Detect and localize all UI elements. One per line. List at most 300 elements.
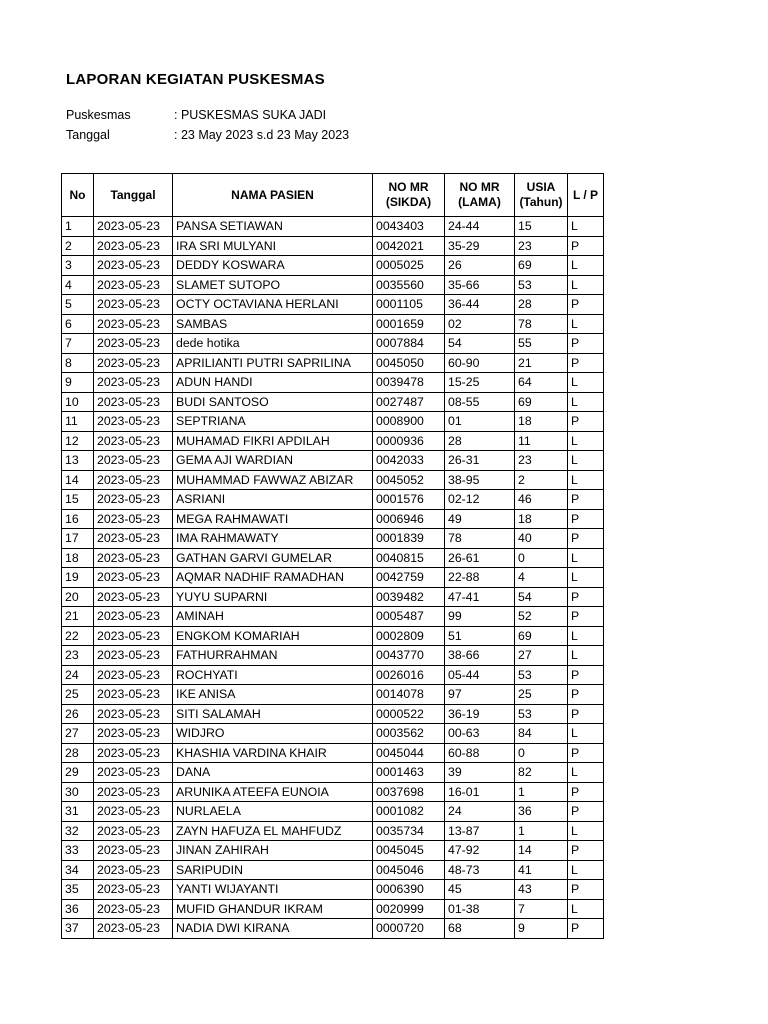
cell-no: 2 bbox=[62, 236, 94, 256]
cell-no-mr-lama: 39 bbox=[445, 763, 515, 783]
cell-lp: P bbox=[568, 919, 604, 939]
header-usia-line2: (Tahun) bbox=[519, 195, 563, 209]
cell-no: 36 bbox=[62, 899, 94, 919]
table-row bbox=[62, 743, 604, 763]
cell-tanggal: 2023-05-23 bbox=[94, 217, 173, 237]
cell-tanggal: 2023-05-23 bbox=[94, 392, 173, 412]
cell-tanggal: 2023-05-23 bbox=[94, 334, 173, 354]
cell-no: 23 bbox=[62, 646, 94, 666]
cell-nama-pasien: APRILIANTI PUTRI SAPRILINA bbox=[173, 353, 373, 373]
cell-lp: P bbox=[568, 782, 604, 802]
table-row bbox=[62, 782, 604, 802]
cell-nama-pasien: MEGA RAHMAWATI bbox=[173, 509, 373, 529]
cell-usia: 41 bbox=[515, 860, 568, 880]
cell-no-mr-sikda: 0039482 bbox=[373, 587, 445, 607]
cell-no-mr-sikda: 0045044 bbox=[373, 743, 445, 763]
cell-tanggal: 2023-05-23 bbox=[94, 568, 173, 588]
cell-no-mr-sikda: 0045046 bbox=[373, 860, 445, 880]
cell-no-mr-sikda: 0027487 bbox=[373, 392, 445, 412]
table-row bbox=[62, 217, 604, 237]
cell-no: 30 bbox=[62, 782, 94, 802]
cell-no: 27 bbox=[62, 724, 94, 744]
cell-no-mr-lama: 35-66 bbox=[445, 275, 515, 295]
cell-usia: 11 bbox=[515, 431, 568, 451]
cell-nama-pasien: YUYU SUPARNI bbox=[173, 587, 373, 607]
report-title: LAPORAN KEGIATAN PUSKESMAS bbox=[66, 71, 325, 88]
cell-no-mr-lama: 97 bbox=[445, 685, 515, 705]
cell-lp: L bbox=[568, 899, 604, 919]
cell-lp: L bbox=[568, 626, 604, 646]
cell-lp: P bbox=[568, 685, 604, 705]
cell-nama-pasien: IRA SRI MULYANI bbox=[173, 236, 373, 256]
cell-no-mr-lama: 36-44 bbox=[445, 295, 515, 315]
cell-usia: 1 bbox=[515, 821, 568, 841]
tanggal-value: : 23 May 2023 s.d 23 May 2023 bbox=[174, 128, 350, 142]
cell-usia: 7 bbox=[515, 899, 568, 919]
cell-no-mr-sikda: 0020999 bbox=[373, 899, 445, 919]
cell-no: 13 bbox=[62, 451, 94, 471]
cell-no-mr-lama: 24-44 bbox=[445, 217, 515, 237]
cell-lp: L bbox=[568, 568, 604, 588]
cell-lp: P bbox=[568, 236, 604, 256]
cell-nama-pasien: AQMAR NADHIF RAMADHAN bbox=[173, 568, 373, 588]
cell-usia: 54 bbox=[515, 587, 568, 607]
cell-nama-pasien: PANSA SETIAWAN bbox=[173, 217, 373, 237]
cell-tanggal: 2023-05-23 bbox=[94, 626, 173, 646]
cell-nama-pasien: ENGKOM KOMARIAH bbox=[173, 626, 373, 646]
cell-nama-pasien: FATHURRAHMAN bbox=[173, 646, 373, 666]
cell-no-mr-sikda: 0000720 bbox=[373, 919, 445, 939]
cell-no-mr-lama: 99 bbox=[445, 607, 515, 627]
cell-usia: 9 bbox=[515, 919, 568, 939]
cell-no: 32 bbox=[62, 821, 94, 841]
cell-lp: P bbox=[568, 704, 604, 724]
cell-nama-pasien: dede hotika bbox=[173, 334, 373, 354]
cell-nama-pasien: IMA RAHMAWATY bbox=[173, 529, 373, 549]
header-no-mr-sikda bbox=[373, 174, 445, 217]
cell-no-mr-sikda: 0045045 bbox=[373, 841, 445, 861]
cell-nama-pasien: SLAMET SUTOPO bbox=[173, 275, 373, 295]
cell-no-mr-sikda: 0001463 bbox=[373, 763, 445, 783]
cell-tanggal: 2023-05-23 bbox=[94, 646, 173, 666]
cell-lp: L bbox=[568, 256, 604, 276]
cell-no: 16 bbox=[62, 509, 94, 529]
table-row bbox=[62, 236, 604, 256]
cell-lp: P bbox=[568, 529, 604, 549]
cell-no-mr-lama: 35-29 bbox=[445, 236, 515, 256]
table-row bbox=[62, 568, 604, 588]
cell-no-mr-lama: 51 bbox=[445, 626, 515, 646]
cell-no-mr-sikda: 0043770 bbox=[373, 646, 445, 666]
cell-nama-pasien: MUFID GHANDUR IKRAM bbox=[173, 899, 373, 919]
cell-no-mr-lama: 02 bbox=[445, 314, 515, 334]
cell-no-mr-lama: 54 bbox=[445, 334, 515, 354]
cell-nama-pasien: DEDDY KOSWARA bbox=[173, 256, 373, 276]
cell-no: 1 bbox=[62, 217, 94, 237]
cell-tanggal: 2023-05-23 bbox=[94, 821, 173, 841]
header-lp: L / P bbox=[568, 174, 604, 217]
cell-lp: L bbox=[568, 470, 604, 490]
cell-nama-pasien: NADIA DWI KIRANA bbox=[173, 919, 373, 939]
cell-nama-pasien: MUHAMMAD FAWWAZ ABIZAR bbox=[173, 470, 373, 490]
cell-no-mr-lama: 08-55 bbox=[445, 392, 515, 412]
puskesmas-label: Puskesmas bbox=[66, 108, 131, 122]
cell-nama-pasien: ARUNIKA ATEEFA EUNOIA bbox=[173, 782, 373, 802]
cell-no: 4 bbox=[62, 275, 94, 295]
cell-nama-pasien: ADUN HANDI bbox=[173, 373, 373, 393]
cell-no-mr-lama: 48-73 bbox=[445, 860, 515, 880]
cell-no-mr-lama: 47-41 bbox=[445, 587, 515, 607]
cell-tanggal: 2023-05-23 bbox=[94, 548, 173, 568]
cell-no-mr-sikda: 0008900 bbox=[373, 412, 445, 432]
cell-lp: P bbox=[568, 334, 604, 354]
table-row bbox=[62, 295, 604, 315]
header-lama-line1: NO MR bbox=[459, 180, 500, 194]
cell-usia: 78 bbox=[515, 314, 568, 334]
cell-no-mr-lama: 49 bbox=[445, 509, 515, 529]
cell-no: 8 bbox=[62, 353, 94, 373]
cell-no-mr-sikda: 0005487 bbox=[373, 607, 445, 627]
cell-usia: 1 bbox=[515, 782, 568, 802]
cell-tanggal: 2023-05-23 bbox=[94, 782, 173, 802]
cell-usia: 15 bbox=[515, 217, 568, 237]
cell-usia: 46 bbox=[515, 490, 568, 510]
cell-no-mr-lama: 28 bbox=[445, 431, 515, 451]
cell-nama-pasien: SARIPUDIN bbox=[173, 860, 373, 880]
cell-lp: L bbox=[568, 860, 604, 880]
header-nama-pasien: NAMA PASIEN bbox=[173, 174, 373, 217]
cell-no-mr-sikda: 0014078 bbox=[373, 685, 445, 705]
patient-table bbox=[61, 173, 604, 939]
cell-tanggal: 2023-05-23 bbox=[94, 665, 173, 685]
cell-no-mr-sikda: 0042021 bbox=[373, 236, 445, 256]
cell-tanggal: 2023-05-23 bbox=[94, 509, 173, 529]
cell-lp: L bbox=[568, 548, 604, 568]
cell-tanggal: 2023-05-23 bbox=[94, 860, 173, 880]
cell-no-mr-sikda: 0002809 bbox=[373, 626, 445, 646]
cell-no: 34 bbox=[62, 860, 94, 880]
cell-no-mr-sikda: 0001839 bbox=[373, 529, 445, 549]
cell-no-mr-sikda: 0001082 bbox=[373, 802, 445, 822]
table-row bbox=[62, 841, 604, 861]
cell-no-mr-sikda: 0001659 bbox=[373, 314, 445, 334]
cell-no-mr-lama: 01 bbox=[445, 412, 515, 432]
cell-no: 20 bbox=[62, 587, 94, 607]
cell-no: 29 bbox=[62, 763, 94, 783]
table-row bbox=[62, 899, 604, 919]
cell-no-mr-sikda: 0026016 bbox=[373, 665, 445, 685]
cell-no: 9 bbox=[62, 373, 94, 393]
cell-usia: 40 bbox=[515, 529, 568, 549]
cell-no-mr-lama: 26 bbox=[445, 256, 515, 276]
cell-tanggal: 2023-05-23 bbox=[94, 275, 173, 295]
cell-lp: P bbox=[568, 412, 604, 432]
cell-no-mr-lama: 24 bbox=[445, 802, 515, 822]
table-header-row bbox=[62, 174, 604, 217]
cell-no-mr-sikda: 0035560 bbox=[373, 275, 445, 295]
cell-tanggal: 2023-05-23 bbox=[94, 919, 173, 939]
cell-usia: 18 bbox=[515, 412, 568, 432]
cell-usia: 25 bbox=[515, 685, 568, 705]
cell-tanggal: 2023-05-23 bbox=[94, 353, 173, 373]
cell-no-mr-lama: 68 bbox=[445, 919, 515, 939]
cell-tanggal: 2023-05-23 bbox=[94, 373, 173, 393]
cell-no: 14 bbox=[62, 470, 94, 490]
cell-tanggal: 2023-05-23 bbox=[94, 314, 173, 334]
cell-no-mr-sikda: 0040815 bbox=[373, 548, 445, 568]
cell-no-mr-sikda: 0003562 bbox=[373, 724, 445, 744]
cell-tanggal: 2023-05-23 bbox=[94, 802, 173, 822]
cell-nama-pasien: KHASHIA VARDINA KHAIR bbox=[173, 743, 373, 763]
cell-no-mr-sikda: 0007884 bbox=[373, 334, 445, 354]
cell-no-mr-sikda: 0042759 bbox=[373, 568, 445, 588]
cell-no: 28 bbox=[62, 743, 94, 763]
cell-nama-pasien: DANA bbox=[173, 763, 373, 783]
cell-tanggal: 2023-05-23 bbox=[94, 841, 173, 861]
table-row bbox=[62, 529, 604, 549]
cell-usia: 43 bbox=[515, 880, 568, 900]
cell-no-mr-lama: 38-66 bbox=[445, 646, 515, 666]
cell-no: 35 bbox=[62, 880, 94, 900]
cell-lp: P bbox=[568, 802, 604, 822]
cell-tanggal: 2023-05-23 bbox=[94, 236, 173, 256]
cell-lp: L bbox=[568, 392, 604, 412]
cell-usia: 23 bbox=[515, 451, 568, 471]
cell-no: 12 bbox=[62, 431, 94, 451]
table-row bbox=[62, 314, 604, 334]
cell-lp: P bbox=[568, 295, 604, 315]
cell-tanggal: 2023-05-23 bbox=[94, 431, 173, 451]
cell-no: 11 bbox=[62, 412, 94, 432]
cell-no-mr-lama: 16-01 bbox=[445, 782, 515, 802]
table-row bbox=[62, 490, 604, 510]
header-usia-line1: USIA bbox=[526, 180, 556, 194]
cell-no-mr-lama: 26-61 bbox=[445, 548, 515, 568]
cell-lp: P bbox=[568, 841, 604, 861]
cell-nama-pasien: MUHAMAD FIKRI APDILAH bbox=[173, 431, 373, 451]
cell-usia: 2 bbox=[515, 470, 568, 490]
cell-no: 18 bbox=[62, 548, 94, 568]
cell-tanggal: 2023-05-23 bbox=[94, 451, 173, 471]
cell-usia: 4 bbox=[515, 568, 568, 588]
cell-nama-pasien: NURLAELA bbox=[173, 802, 373, 822]
table-row bbox=[62, 587, 604, 607]
cell-nama-pasien: ROCHYATI bbox=[173, 665, 373, 685]
table-row bbox=[62, 646, 604, 666]
cell-no-mr-lama: 60-90 bbox=[445, 353, 515, 373]
cell-no-mr-sikda: 0006946 bbox=[373, 509, 445, 529]
cell-no-mr-lama: 01-38 bbox=[445, 899, 515, 919]
cell-no: 21 bbox=[62, 607, 94, 627]
cell-no-mr-lama: 36-19 bbox=[445, 704, 515, 724]
cell-usia: 84 bbox=[515, 724, 568, 744]
cell-nama-pasien: BUDI SANTOSO bbox=[173, 392, 373, 412]
table-row bbox=[62, 685, 604, 705]
cell-lp: P bbox=[568, 880, 604, 900]
cell-nama-pasien: OCTY OCTAVIANA HERLANI bbox=[173, 295, 373, 315]
cell-no-mr-sikda: 0000936 bbox=[373, 431, 445, 451]
header-lama-line2: (LAMA) bbox=[458, 195, 501, 209]
table-row bbox=[62, 373, 604, 393]
table-row bbox=[62, 607, 604, 627]
table-row bbox=[62, 665, 604, 685]
cell-no-mr-lama: 05-44 bbox=[445, 665, 515, 685]
header-usia bbox=[515, 174, 568, 217]
cell-lp: L bbox=[568, 724, 604, 744]
cell-no: 37 bbox=[62, 919, 94, 939]
cell-lp: L bbox=[568, 217, 604, 237]
cell-no-mr-lama: 47-92 bbox=[445, 841, 515, 861]
cell-no: 22 bbox=[62, 626, 94, 646]
cell-lp: L bbox=[568, 763, 604, 783]
table-row bbox=[62, 509, 604, 529]
cell-no-mr-lama: 02-12 bbox=[445, 490, 515, 510]
cell-no: 26 bbox=[62, 704, 94, 724]
cell-usia: 64 bbox=[515, 373, 568, 393]
cell-no-mr-sikda: 0001576 bbox=[373, 490, 445, 510]
cell-usia: 36 bbox=[515, 802, 568, 822]
cell-tanggal: 2023-05-23 bbox=[94, 470, 173, 490]
cell-usia: 69 bbox=[515, 626, 568, 646]
header-no: No bbox=[62, 174, 94, 217]
cell-lp: L bbox=[568, 821, 604, 841]
cell-nama-pasien: GEMA AJI WARDIAN bbox=[173, 451, 373, 471]
header-no-mr-lama bbox=[445, 174, 515, 217]
cell-usia: 0 bbox=[515, 548, 568, 568]
cell-usia: 0 bbox=[515, 743, 568, 763]
cell-usia: 53 bbox=[515, 275, 568, 295]
cell-nama-pasien: JINAN ZAHIRAH bbox=[173, 841, 373, 861]
cell-nama-pasien: AMINAH bbox=[173, 607, 373, 627]
cell-no-mr-sikda: 0006390 bbox=[373, 880, 445, 900]
cell-usia: 53 bbox=[515, 665, 568, 685]
cell-no-mr-lama: 15-25 bbox=[445, 373, 515, 393]
cell-tanggal: 2023-05-23 bbox=[94, 880, 173, 900]
cell-nama-pasien: SAMBAS bbox=[173, 314, 373, 334]
cell-tanggal: 2023-05-23 bbox=[94, 763, 173, 783]
cell-no: 25 bbox=[62, 685, 94, 705]
table-row bbox=[62, 704, 604, 724]
cell-tanggal: 2023-05-23 bbox=[94, 295, 173, 315]
cell-no-mr-lama: 38-95 bbox=[445, 470, 515, 490]
cell-lp: P bbox=[568, 353, 604, 373]
table-row bbox=[62, 392, 604, 412]
cell-usia: 14 bbox=[515, 841, 568, 861]
cell-no: 17 bbox=[62, 529, 94, 549]
table-row bbox=[62, 256, 604, 276]
header-tanggal: Tanggal bbox=[94, 174, 173, 217]
table-row bbox=[62, 548, 604, 568]
cell-no-mr-lama: 26-31 bbox=[445, 451, 515, 471]
cell-nama-pasien: GATHAN GARVI GUMELAR bbox=[173, 548, 373, 568]
table-row bbox=[62, 626, 604, 646]
tanggal-label: Tanggal bbox=[66, 128, 110, 142]
cell-no-mr-sikda: 0045050 bbox=[373, 353, 445, 373]
cell-usia: 82 bbox=[515, 763, 568, 783]
cell-no-mr-sikda: 0039478 bbox=[373, 373, 445, 393]
cell-usia: 27 bbox=[515, 646, 568, 666]
table-row bbox=[62, 802, 604, 822]
cell-lp: P bbox=[568, 665, 604, 685]
cell-lp: L bbox=[568, 646, 604, 666]
header-sikda-line2: (SIKDA) bbox=[385, 195, 432, 209]
cell-lp: P bbox=[568, 587, 604, 607]
cell-no-mr-lama: 22-88 bbox=[445, 568, 515, 588]
cell-tanggal: 2023-05-23 bbox=[94, 412, 173, 432]
cell-no: 15 bbox=[62, 490, 94, 510]
cell-tanggal: 2023-05-23 bbox=[94, 899, 173, 919]
cell-no-mr-sikda: 0037698 bbox=[373, 782, 445, 802]
cell-usia: 52 bbox=[515, 607, 568, 627]
cell-lp: L bbox=[568, 431, 604, 451]
puskesmas-value: : PUSKESMAS SUKA JADI bbox=[174, 108, 327, 122]
cell-nama-pasien: ASRIANI bbox=[173, 490, 373, 510]
table-body bbox=[62, 217, 604, 939]
table-row bbox=[62, 860, 604, 880]
cell-tanggal: 2023-05-23 bbox=[94, 490, 173, 510]
table-row bbox=[62, 412, 604, 432]
cell-no-mr-lama: 60-88 bbox=[445, 743, 515, 763]
cell-no: 5 bbox=[62, 295, 94, 315]
cell-lp: P bbox=[568, 509, 604, 529]
cell-lp: P bbox=[568, 607, 604, 627]
cell-nama-pasien: SITI SALAMAH bbox=[173, 704, 373, 724]
cell-no-mr-sikda: 0042033 bbox=[373, 451, 445, 471]
table-row bbox=[62, 470, 604, 490]
table-row bbox=[62, 821, 604, 841]
cell-lp: L bbox=[568, 275, 604, 295]
cell-no: 33 bbox=[62, 841, 94, 861]
cell-usia: 23 bbox=[515, 236, 568, 256]
cell-no-mr-lama: 78 bbox=[445, 529, 515, 549]
cell-nama-pasien: SEPTRIANA bbox=[173, 412, 373, 432]
table-row bbox=[62, 451, 604, 471]
cell-lp: L bbox=[568, 314, 604, 334]
cell-lp: L bbox=[568, 373, 604, 393]
cell-no-mr-lama: 00-63 bbox=[445, 724, 515, 744]
table-row bbox=[62, 353, 604, 373]
cell-no: 19 bbox=[62, 568, 94, 588]
cell-no-mr-sikda: 0001105 bbox=[373, 295, 445, 315]
table-row bbox=[62, 334, 604, 354]
cell-tanggal: 2023-05-23 bbox=[94, 724, 173, 744]
cell-no-mr-sikda: 0035734 bbox=[373, 821, 445, 841]
table-row bbox=[62, 275, 604, 295]
cell-no: 6 bbox=[62, 314, 94, 334]
cell-usia: 53 bbox=[515, 704, 568, 724]
cell-tanggal: 2023-05-23 bbox=[94, 743, 173, 763]
cell-nama-pasien: ZAYN HAFUZA EL MAHFUDZ bbox=[173, 821, 373, 841]
header-sikda-line1: NO MR bbox=[388, 180, 429, 194]
cell-lp: P bbox=[568, 490, 604, 510]
cell-tanggal: 2023-05-23 bbox=[94, 607, 173, 627]
cell-nama-pasien: IKE ANISA bbox=[173, 685, 373, 705]
cell-tanggal: 2023-05-23 bbox=[94, 256, 173, 276]
cell-tanggal: 2023-05-23 bbox=[94, 704, 173, 724]
cell-no-mr-sikda: 0000522 bbox=[373, 704, 445, 724]
cell-no: 3 bbox=[62, 256, 94, 276]
cell-usia: 69 bbox=[515, 256, 568, 276]
cell-no: 7 bbox=[62, 334, 94, 354]
cell-no: 24 bbox=[62, 665, 94, 685]
cell-lp: P bbox=[568, 743, 604, 763]
cell-no: 10 bbox=[62, 392, 94, 412]
cell-tanggal: 2023-05-23 bbox=[94, 529, 173, 549]
cell-nama-pasien: WIDJRO bbox=[173, 724, 373, 744]
table-row bbox=[62, 724, 604, 744]
cell-no-mr-sikda: 0005025 bbox=[373, 256, 445, 276]
table-row bbox=[62, 919, 604, 939]
